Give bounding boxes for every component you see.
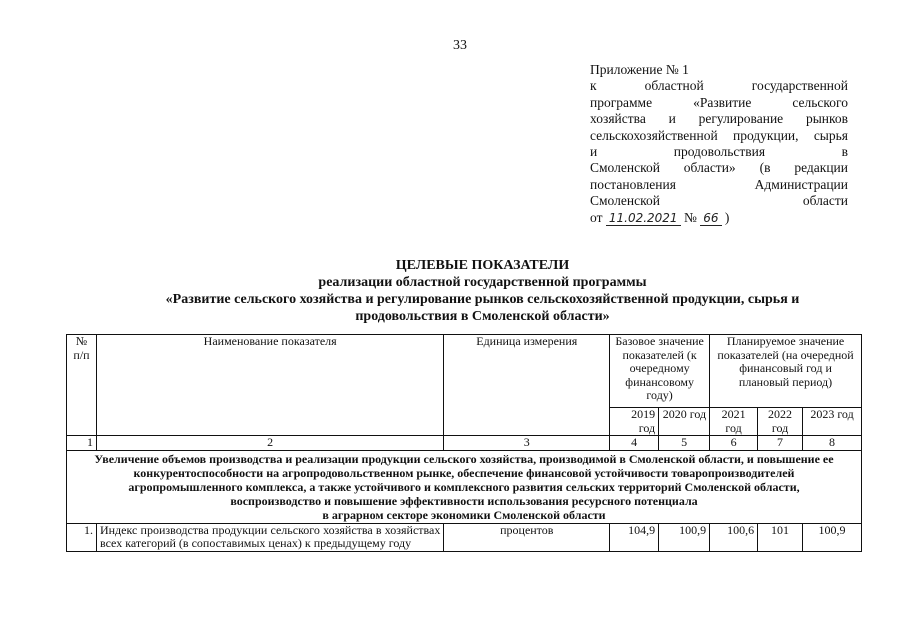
appendix-date-line — [590, 210, 848, 226]
header-num: № п/п — [67, 335, 97, 436]
column-number: 2 — [96, 436, 443, 451]
column-number: 3 — [444, 436, 610, 451]
appendix-line: Смоленской области — [590, 193, 848, 209]
column-number: 4 — [610, 436, 659, 451]
header-year-2019: 2019 год — [610, 408, 659, 436]
program-name-line-2: продовольствия в Смоленской области» — [355, 309, 610, 324]
appendix-line: Приложение № 1 — [590, 62, 689, 77]
section-row — [67, 450, 862, 523]
header-base-value: Базовое значение показателей (к очередному финансовому году) — [610, 335, 710, 408]
appendix-line: хозяйства и регулирование рынков — [590, 111, 848, 127]
section-heading-line: конкурентоспособности на агропродовольственном рынке, обеспечение финансовой устойчивости товаропроизводителей — [133, 465, 795, 480]
column-number: 7 — [758, 436, 803, 451]
row-num: 1. — [67, 523, 97, 551]
column-number: 6 — [710, 436, 758, 451]
row-unit: процентов — [444, 523, 610, 551]
row-value-2020: 100,9 — [659, 523, 710, 551]
row-indicator-name: Индекс производства продукции сельского хозяйства в хозяйствах всех категорий (в сопоставимых ценах) к предыдущему году — [96, 523, 443, 551]
appendix-line: к областной государственной — [590, 78, 848, 94]
section-heading-line: Увеличение объемов производства и реализации продукции сельского хозяйства, производимой в Смоленской области, и повышение ее — [94, 451, 834, 466]
indicators-table — [66, 334, 862, 552]
from-prefix: от — [590, 209, 603, 225]
program-name-line-1: «Развитие сельского хозяйства и регулирование рынков сельскохозяйственной продукции, сырья и — [165, 292, 800, 307]
close-paren: ) — [724, 209, 730, 225]
row-value-2021: 100,6 — [710, 523, 758, 551]
appendix-line: постановления Администрации — [590, 176, 848, 192]
header-planned-value: Планируемое значение показателей (на очередной финансовый год и плановый период) — [710, 335, 862, 408]
header-name: Наименование показателя — [96, 335, 443, 436]
row-value-2019: 104,9 — [610, 523, 659, 551]
header-year-2020: 2020 год — [659, 408, 710, 436]
table-row — [67, 523, 862, 551]
header-year-2023: 2023 год — [803, 408, 862, 436]
number-sign: № — [683, 209, 697, 225]
appendix-line: Смоленской области» (в редакции — [590, 160, 848, 176]
row-value-2022: 101 — [758, 523, 803, 551]
section-heading-line: воспроизводство и повышение эффективности использования ресурсного потенциала — [230, 493, 698, 508]
column-number: 8 — [803, 436, 862, 451]
column-number-row — [67, 436, 862, 451]
handwritten-date: 11.02.2021 — [606, 211, 681, 226]
appendix-block — [590, 62, 848, 226]
document-title: ЦЕЛЕВЫЕ ПОКАЗАТЕЛИ — [395, 258, 570, 273]
column-number: 5 — [659, 436, 710, 451]
appendix-line: программе «Развитие сельского — [590, 94, 848, 110]
page-number: 33 — [453, 38, 467, 53]
document-subtitle: реализации областной государственной программы — [318, 275, 647, 290]
section-heading-line: в аграрном секторе экономики Смоленской области — [322, 507, 606, 522]
header-year-2021: 2021 год — [710, 408, 758, 436]
header-year-2022: 2022 год — [758, 408, 803, 436]
column-number: 1 — [67, 436, 97, 451]
appendix-line: сельскохозяйственной продукции, сырья — [590, 127, 848, 143]
section-heading — [67, 450, 862, 523]
handwritten-number: 66 — [700, 211, 721, 226]
row-value-2023: 100,9 — [803, 523, 862, 551]
section-heading-line: агропромышленного комплекса, а также устойчивого и комплексного развития сельских территорий Смоленской области, — [128, 479, 800, 494]
header-unit: Единица измерения — [444, 335, 610, 436]
appendix-line: и продовольствия в — [590, 144, 848, 160]
